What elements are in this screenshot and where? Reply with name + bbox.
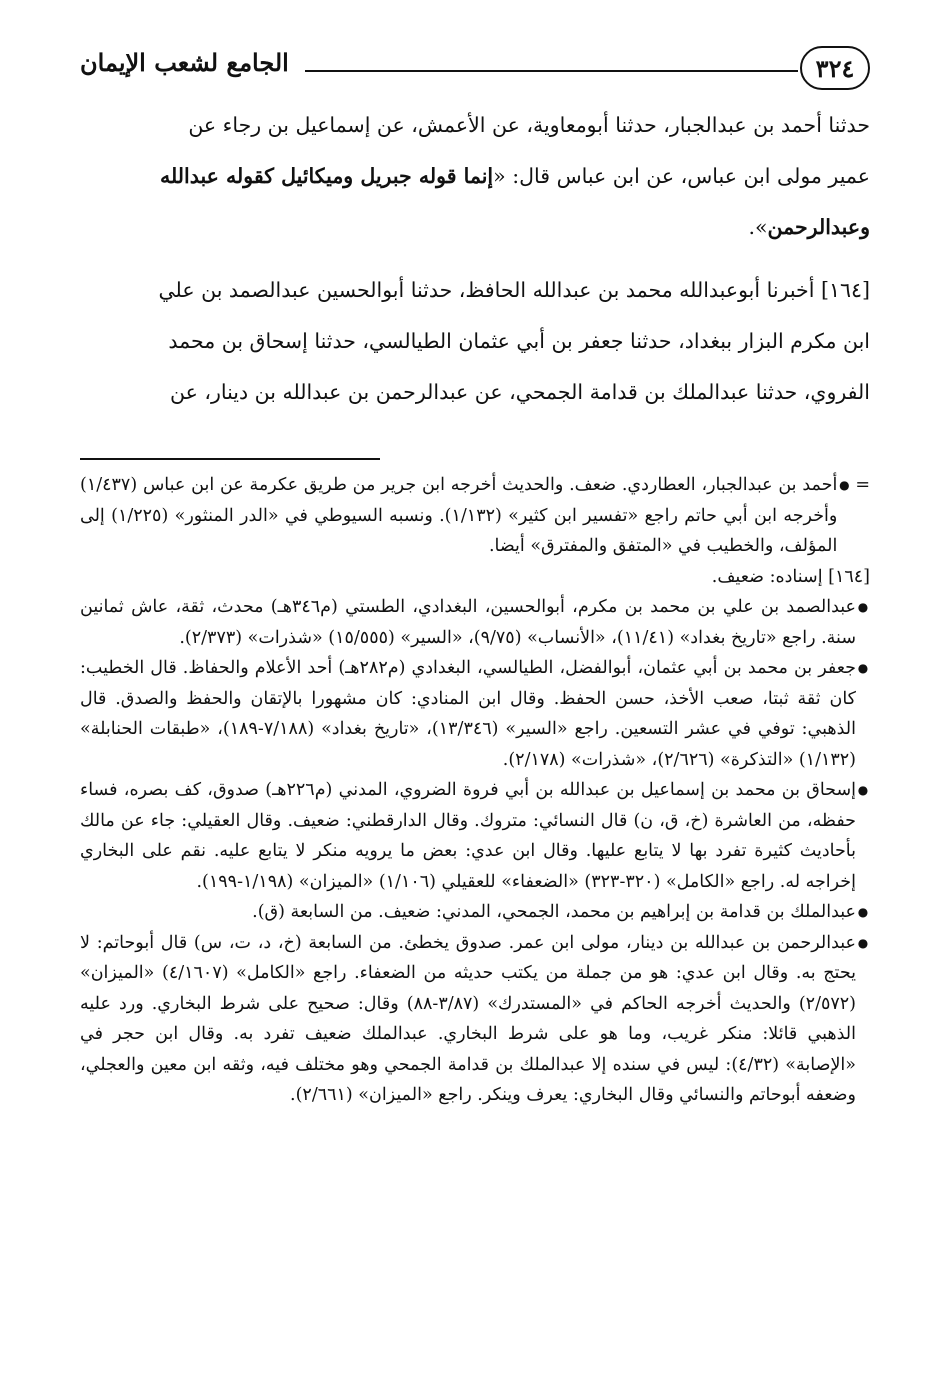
footnote-text: جعفر بن محمد بن أبي عثمان، أبوالفضل، الطيالسي، البغدادي (م٢٨٢هـ) أحد الأعلام والحفاظ. قال الخطيب: كان ثقة ثبتا، صعب الأخذ، حسن الحفظ. وقال ابن المنادي: كان مشهورا بالإتقان والحفظ والصدق. قال الذهبي: توفي في عشر التسعين. راجع «السير» (١٣/٣٤٦)، «تاريخ بغداد» (٧/١٨٨-١٨٩)، «طبقات الحنابلة» (١/١٣٢) «التذكرة» (٢/٦٢٦)، «شذرات» (٢/١٧٨). bbox=[80, 658, 856, 770]
footnote-text: أحمد بن عبدالجبار، العطاردي. ضعف. والحديث أخرجه ابن جرير من طريق عكرمة عن ابن عباس (١/٤٣٧) وأخرجه ابن أبي حاتم راجع «تفسير ابن كثير» (١/١٣٢). ونسبه السيوطي في «الدر المنثور» (١/٢٢٥) إلى المؤلف، والخطيب في «المتفق والمفترق» أيضا. bbox=[80, 475, 838, 556]
main-text bbox=[80, 100, 870, 418]
hadith-number: [١٦٤] bbox=[820, 278, 870, 302]
book-page bbox=[80, 38, 870, 1111]
text-line bbox=[80, 151, 870, 202]
text-line bbox=[80, 202, 870, 253]
hadith-paragraph-164 bbox=[80, 265, 870, 418]
footnote-separator bbox=[80, 458, 380, 460]
text-line: الفروي، حدثنا عبدالملك بن قدامة الجمحي، عن عبدالرحمن بن عبدالله بن دينار، عن bbox=[169, 380, 870, 404]
text-line bbox=[80, 265, 870, 316]
footnote-text: عبدالملك بن قدامة بن إبراهيم بن محمد، الجمحي، المدني: ضعيف. من السابعة (ق). bbox=[252, 902, 856, 922]
text-line: حدثنا أحمد بن عبدالجبار، حدثنا أبومعاوية، عن الأعمش، عن إسماعيل بن رجاء عن bbox=[188, 113, 870, 137]
book-title: الجامع لشعب الإيمان bbox=[80, 48, 289, 77]
text-span: عمير مولى ابن عباس، عن ابن عباس قال: « bbox=[493, 164, 870, 188]
footnote-text: عبدالصمد بن علي بن محمد بن مكرم، أبوالحسين، البغدادي، الطستي (م٣٤٦هـ) محدث، ثقة، عاش ثمانين سنة. راجع «تاريخ بغداد» (١١/٤١)، «الأنساب» (٩/٧٥)، «السير» (١٥/٥٥٥) «شذرات» (٢/٣٧٣). bbox=[80, 597, 856, 648]
hadith-quote: إنما قوله جبريل وميكائيل كقوله عبدالله bbox=[160, 164, 494, 188]
text-span: أخبرنا أبوعبدالله محمد بن عبدالله الحافظ، حدثنا أبوالحسين عبدالصمد بن علي bbox=[158, 278, 815, 302]
footnote-item bbox=[80, 592, 870, 653]
header-rule bbox=[305, 70, 798, 72]
footnote-text: عبدالرحمن بن عبدالله بن دينار، مولى ابن عمر. صدوق يخطئ. من السابعة (خ، د، ت، س) قال أبوحاتم: لا يحتج به. وقال ابن عدي: هو من جملة من يكتب حديثه من الضعفاء. راجع «الكامل» (٤/١٦٠٧) «الميزان» (٢/٥٧٢) والحديث أخرجه الحاكم في «المستدرك» (٣/٨٧-٨٨) وقال: صحيح على شرط البخاري. ورد عليه الذهبي قائلا: منكر غريب، وما هو على شرط البخاري. عبدالملك ضعيف تفرد به. وقال ابن حجر في «الإصابة» (٤/٣٢): ليس في سنده إلا عبدالملك بن قدامة الجمحي وهو مختلف فيه، وثقه ابن معين والعجلي، وضعفه أبوحاتم والنسائي وقال البخاري: يعرف وينكر. راجع «الميزان» (٢/٦٦١). bbox=[80, 932, 857, 1105]
footnotes bbox=[80, 470, 870, 1111]
footnote-continuation bbox=[80, 470, 870, 562]
bullet-icon: ● bbox=[857, 600, 869, 614]
footnote-text: إسحاق بن محمد بن إسماعيل بن عبدالله بن أبي فروة الضروي، المدني (م٢٢٦هـ) صدوق، كف بصره، فساء حفظه، من العاشرة (خ، ق، ن) قال النسائي: متروك. وقال الدارقطني: ضعيف. وقال العقيلي: جاء عن مالك بأحاديث كثيرة تفرد بها لا يتابع عليها. وقال ابن عدي: بعض ما يرويه منكر لا يتابع عليه. نقم على البخاري إخراجه له. راجع «الكامل» (٣٢٠-٣٢٣) «الضعفاء» للعقيلي (١/١٠٦) «الميزان» (١/١٩٨-١٩٩). bbox=[80, 780, 856, 892]
footnote-heading bbox=[80, 562, 870, 593]
continuation-marker: = bbox=[855, 475, 870, 495]
text-line: ابن مكرم البزار ببغداد، حدثنا جعفر بن أبي عثمان الطيالسي، حدثنا إسحاق بن محمد bbox=[168, 329, 870, 353]
page-number: ٣٢٤ bbox=[800, 46, 870, 90]
footnote-text: [١٦٤] إسناده: ضعيف. bbox=[711, 566, 870, 587]
footnote-item bbox=[80, 775, 870, 897]
footnote-item bbox=[80, 653, 870, 775]
text-span: ». bbox=[748, 215, 768, 239]
footnote-item bbox=[80, 928, 870, 1111]
hadith-quote: وعبدالرحمن bbox=[767, 215, 870, 239]
hadith-paragraph-1 bbox=[80, 100, 870, 253]
page-header bbox=[80, 38, 870, 100]
bullet-icon: ● bbox=[839, 478, 850, 492]
bullet-icon: ● bbox=[857, 661, 869, 675]
bullet-icon: ● bbox=[857, 905, 869, 919]
footnote-item bbox=[80, 897, 870, 928]
bullet-icon: ● bbox=[857, 783, 869, 797]
bullet-icon: ● bbox=[857, 935, 869, 950]
